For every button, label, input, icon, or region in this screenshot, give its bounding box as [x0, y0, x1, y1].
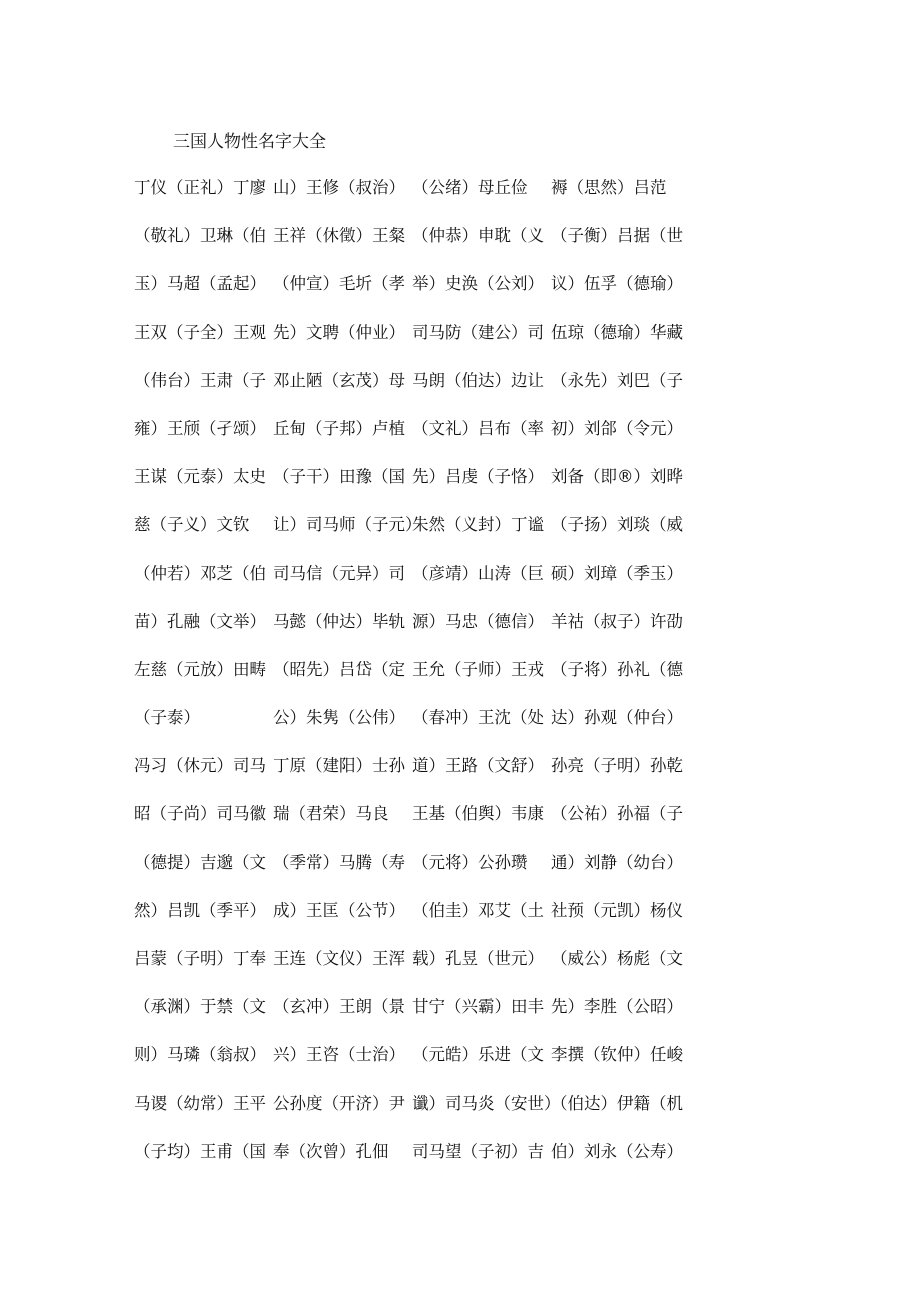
text-column-4: 硕）刘璋（季玉） [551, 563, 683, 583]
text-column-4: （子将）孙礼（德 [551, 659, 683, 679]
text-column-1: （子均）王甫（国 [134, 1141, 266, 1161]
text-column-3: 司马望（子初）吉 [412, 1141, 544, 1161]
text-column-2: （玄冲）王朗（景 [273, 997, 405, 1017]
text-column-4: 先）李胜（公昭） [551, 997, 683, 1017]
text-column-4: 议）伍孚（德瑜） [551, 274, 683, 294]
text-column-1: （子泰） [134, 708, 200, 728]
text-line [0, 754, 920, 802]
text-column-2: 山）王修（叔治） [273, 178, 405, 197]
text-column-3: 举）史涣（公刘） [412, 274, 544, 294]
text-column-3: （元将）公孙瓒 [412, 852, 528, 872]
text-column-2: （季常）马腾（寿 [273, 852, 405, 872]
text-line [0, 802, 920, 850]
text-column-4: 通）刘静（幼台） [551, 852, 683, 872]
text-column-2: 公）朱隽（公伟） [273, 708, 405, 728]
text-column-3: 司马防（建公）司 [412, 322, 544, 342]
text-column-3: （仲恭）申耽（义 [412, 226, 544, 246]
text-column-1: 雍）王颀（孑颂） [134, 418, 266, 438]
text-column-3: 王基（伯舆）韦康 [412, 804, 544, 824]
text-column-2: 让）司马师（子元） [273, 515, 422, 535]
text-line [0, 706, 920, 754]
text-column-3: 王允（子师）王戎 [412, 659, 544, 679]
text-line [0, 369, 920, 417]
text-column-3: 甘宁（兴霸）田丰 [412, 997, 544, 1017]
text-line [0, 513, 920, 561]
text-column-3: 先）吕虔（子恪） [412, 467, 544, 487]
text-column-4: （威公）杨彪（文 [551, 949, 683, 968]
document-title: 三国人物性名字大全 [173, 132, 326, 152]
text-column-1: 苗）孔融（文举） [134, 611, 266, 631]
text-column-2: 司马信（元异）司 [273, 563, 405, 583]
text-column-1: 丁仪（正礼）丁廖 [134, 178, 266, 197]
text-column-2: （子干）田豫（国 [273, 467, 405, 487]
text-column-2: 王连（文仪）王浑 [273, 949, 405, 968]
text-column-4: 孙亮（子明）孙乾 [551, 756, 683, 776]
text-column-3: （春冲）王沈（处 [412, 708, 544, 728]
text-column-3: 道）王路（文舒） [412, 756, 544, 776]
text-column-2: （仲宣）毛圻（孝 [273, 274, 405, 294]
text-column-3: （伯圭）邓艾（土 [412, 900, 544, 920]
text-line [0, 1140, 920, 1188]
text-column-1: （承渊）于禁（文 [134, 997, 266, 1017]
text-column-3: 载）孔昱（世元） [412, 949, 544, 968]
text-line [0, 1092, 920, 1140]
text-line [0, 610, 920, 658]
text-column-2: 马懿（仲达）毕轨 [273, 611, 405, 631]
text-column-2: 奉（次曾）孔佃 [273, 1141, 389, 1161]
text-column-1: （伟台）王肃（子 [134, 370, 266, 390]
text-column-2: 先）文聘（仲业） [273, 322, 405, 342]
text-column-1: （仲若）邓芝（伯 [134, 563, 266, 583]
text-line [0, 1043, 920, 1091]
text-column-2: 成）王匡（公节） [273, 900, 405, 920]
text-column-1: 马谡（幼常）王平 [134, 1093, 266, 1113]
text-column-1: 吕蒙（子明）丁奉 [134, 949, 266, 968]
text-column-3: 源）马忠（德信） [412, 611, 544, 631]
text-line [0, 995, 920, 1043]
text-column-1: 玉）马超（孟起） [134, 274, 266, 294]
text-line [0, 851, 920, 899]
text-column-2: 公孙度（开济）尹 [273, 1093, 405, 1113]
text-column-1: 然）吕凯（季平） [134, 900, 266, 920]
text-line [0, 321, 920, 369]
text-column-4: 刘备（即®）刘晔 [551, 467, 683, 487]
text-column-4: 伯）刘永（公寿） [551, 1141, 683, 1161]
text-line [0, 562, 920, 610]
text-column-4: （永先）刘巴（子 [551, 370, 683, 390]
text-column-3: （彦靖）山涛（巨 [412, 563, 544, 583]
text-column-2: （昭先）吕岱（定 [273, 659, 405, 679]
text-column-3: 朱然（义封）丁谧 [412, 515, 544, 535]
text-column-4: 达）孙观（仲台） [551, 708, 683, 728]
text-column-1: 王谋（元泰）太史 [134, 467, 266, 487]
text-column-1: 慈（子义）文钦 [134, 515, 250, 535]
text-line [0, 899, 920, 947]
text-column-2: 瑞（君荣）马良 [273, 804, 389, 824]
text-column-1: 则）马璘（翁叔） [134, 1045, 266, 1065]
text-column-4: （伯达）伊籍（机 [551, 1093, 683, 1113]
text-column-4: 李撰（钦仲）任峻 [551, 1045, 683, 1065]
text-column-4: （公祐）孙福（子 [551, 804, 683, 824]
text-column-4: 伍琼（德瑜）华藏 [551, 322, 683, 342]
text-line [0, 417, 920, 465]
text-column-4: （子衡）吕据（世 [551, 226, 683, 246]
text-column-2: 丘甸（子邦）卢植 [273, 418, 405, 438]
text-column-3: （公绪）母丘俭 [412, 178, 528, 197]
text-column-1: （德提）吉邈（文 [134, 852, 266, 872]
text-column-4: 羊祜（叔子）许劭 [551, 611, 683, 631]
text-column-1: 冯习（休元）司马 [134, 756, 266, 776]
text-column-2: 王祥（休徵）王粲 [273, 226, 405, 246]
text-line [0, 465, 920, 513]
text-line [0, 272, 920, 320]
text-column-1: 昭（子尚）司马徽 [134, 804, 266, 824]
text-column-4: 褥（思然）吕范 [551, 178, 667, 197]
text-column-1: （敬礼）卫琳（伯 [134, 226, 266, 246]
text-column-3: （元皓）乐进（文 [412, 1045, 544, 1065]
text-column-3: 马朗（伯达）边让 [412, 370, 544, 390]
text-column-1: 左慈（元放）田畴 [134, 659, 266, 679]
name-list-grid [0, 176, 920, 1188]
text-column-1: 王双（子全）王观 [134, 322, 266, 342]
text-line [0, 224, 920, 272]
text-line [0, 947, 920, 995]
text-column-4: 初）刘郃（令元） [551, 418, 683, 438]
text-column-2: 兴）王咨（士治） [273, 1045, 405, 1065]
text-column-4: 社预（元凯）杨仪 [551, 900, 683, 920]
text-line [0, 176, 920, 224]
text-column-2: 丁原（建阳）士孙 [273, 756, 405, 776]
text-line [0, 658, 920, 706]
text-column-3: （文礼）吕布（率 [412, 418, 544, 438]
text-column-4: （子扬）刘琰（威 [551, 515, 683, 535]
text-column-3: 谶）司马炎（安世） [412, 1093, 561, 1113]
text-column-2: 邓止陋（玄茂）母 [273, 370, 405, 390]
